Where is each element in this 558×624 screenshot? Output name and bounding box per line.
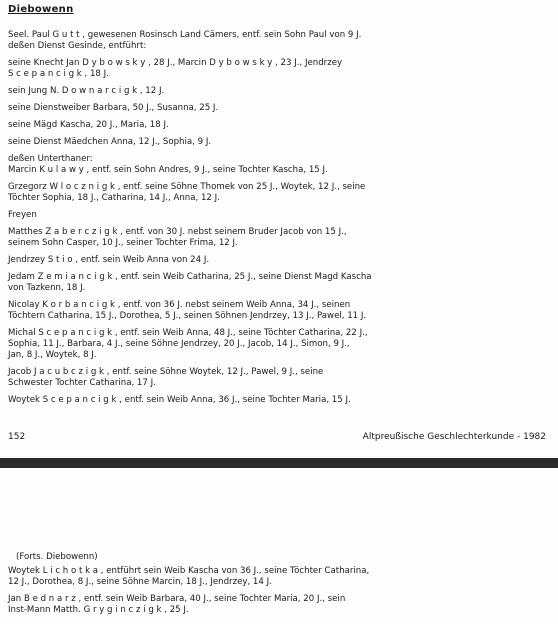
continuation-heading: (Forts. Diebowenn): [16, 552, 98, 562]
entry-14: Jacob J a c u b c z i g k , entf. seine Söhne Woytek, 12 J., Pawel, 9 J., seine Schwester Tochter Catharina, 17 J.: [8, 367, 324, 388]
page-divider: [0, 458, 558, 468]
entry-list: [8, 30, 548, 412]
entry-4: seine Mägd Kascha, 20 J., Maria, 18 J.: [8, 120, 169, 130]
entry-7: Grzegorz W l o c z n i g k , entf. seine Söhne Thomek von 25 J., Woytek, 12 J., seine Töchter Sophia, 18 J., Catharina, 14 J., Anna, 12 J.: [8, 182, 366, 203]
entry-11: Jedam Z e m i a n c i g k , entf. sein Weib Catharina, 25 J., seine Dienst Magd Kascha von Tazkenn, 18 J.: [8, 272, 372, 293]
entry-1: seine Knecht Jan D y b o w s k y , 28 J., Marcin D y b o w s k y , 23 J., Jendrzey S c e p a n c i g k , 18 J.: [8, 58, 343, 79]
entry-15: Woytek S c e p a n c i g k , entf. sein Weib Anna, 36 J., seine Tochter Maria, 15 J.: [8, 395, 351, 405]
entry-3: seine Dienstweiber Barbara, 50 J., Susanna, 25 J.: [8, 103, 219, 113]
entry-5: seine Dienst Mäedchen Anna, 12 J., Sophia, 9 J.: [8, 137, 212, 147]
entry-8: Freyen: [8, 210, 37, 220]
entry-6: deßen Unterthaner: Marcin K u l a w y , entf. sein Sohn Andres, 9 J., seine Tochter Kascha, 15 J.: [8, 154, 328, 175]
entry-2: sein Jung N. D o w n a r c i g k , 12 J.: [8, 86, 165, 96]
entry-10: Jendrzey S t i o , entf. sein Weib Anna von 24 J.: [8, 255, 210, 265]
entry-list-continued: [8, 566, 548, 622]
page-lower: [0, 468, 558, 624]
journal-title: Altpreußische Geschlechterkunde - 1982: [362, 432, 546, 442]
entry-9: Matthes Z a b e r c z i g k , entf. von 30 J. nebst seinem Bruder Jacob von 15 J., seinem Sohn Casper, 10 J., seiner Tochter Frima, 12 J.: [8, 227, 347, 248]
entry-continued-0: Woytek L i c h o t k a , entführt sein Weib Kascha von 36 J., seine Töchter Catharina, 12 J., Dorothea, 8 J., seine Söhne Marcin, 18 J., Jendrzey, 14 J.: [8, 566, 370, 587]
entry-13: Michal S c e p a n c i g k , entf. sein Weib Anna, 48 J., seine Töchter Catharina, 22 J., Sophia, 11 J., Barbara, 4 J., seine Söhne Jendrzey, 20 J., Jacob, 14 J., Simon, 9 J., Jan, 8 J., Woytek, 8 J.: [8, 328, 368, 360]
entry-12: Nicolay K o r b a n c i g k , entf. von 36 J. nebst seinem Weib Anna, 34 J., seinen Töchtern Catharina, 15 J., Dorothea, 5 J., seinen Söhnen Jendrzey, 13 J., Pawel, 11 J.: [8, 300, 367, 321]
entry-continued-1: Jan B e d n a r z , entf. sein Weib Barbara, 40 J., seine Tochter Maria, 20 J., sein Inst-Mann Matth. G r y g i n c z i g k , 25 J.: [8, 594, 346, 615]
page-number: 152: [8, 432, 26, 442]
page-title: Diebowenn: [8, 4, 74, 15]
entry-0: Seel. Paul G u t t , gewesenen Rosinsch Land Cämers, entf. sein Sohn Paul von 9 J. deßen Dienst Gesinde, entführt:: [8, 30, 362, 51]
page-footer: [8, 432, 546, 442]
